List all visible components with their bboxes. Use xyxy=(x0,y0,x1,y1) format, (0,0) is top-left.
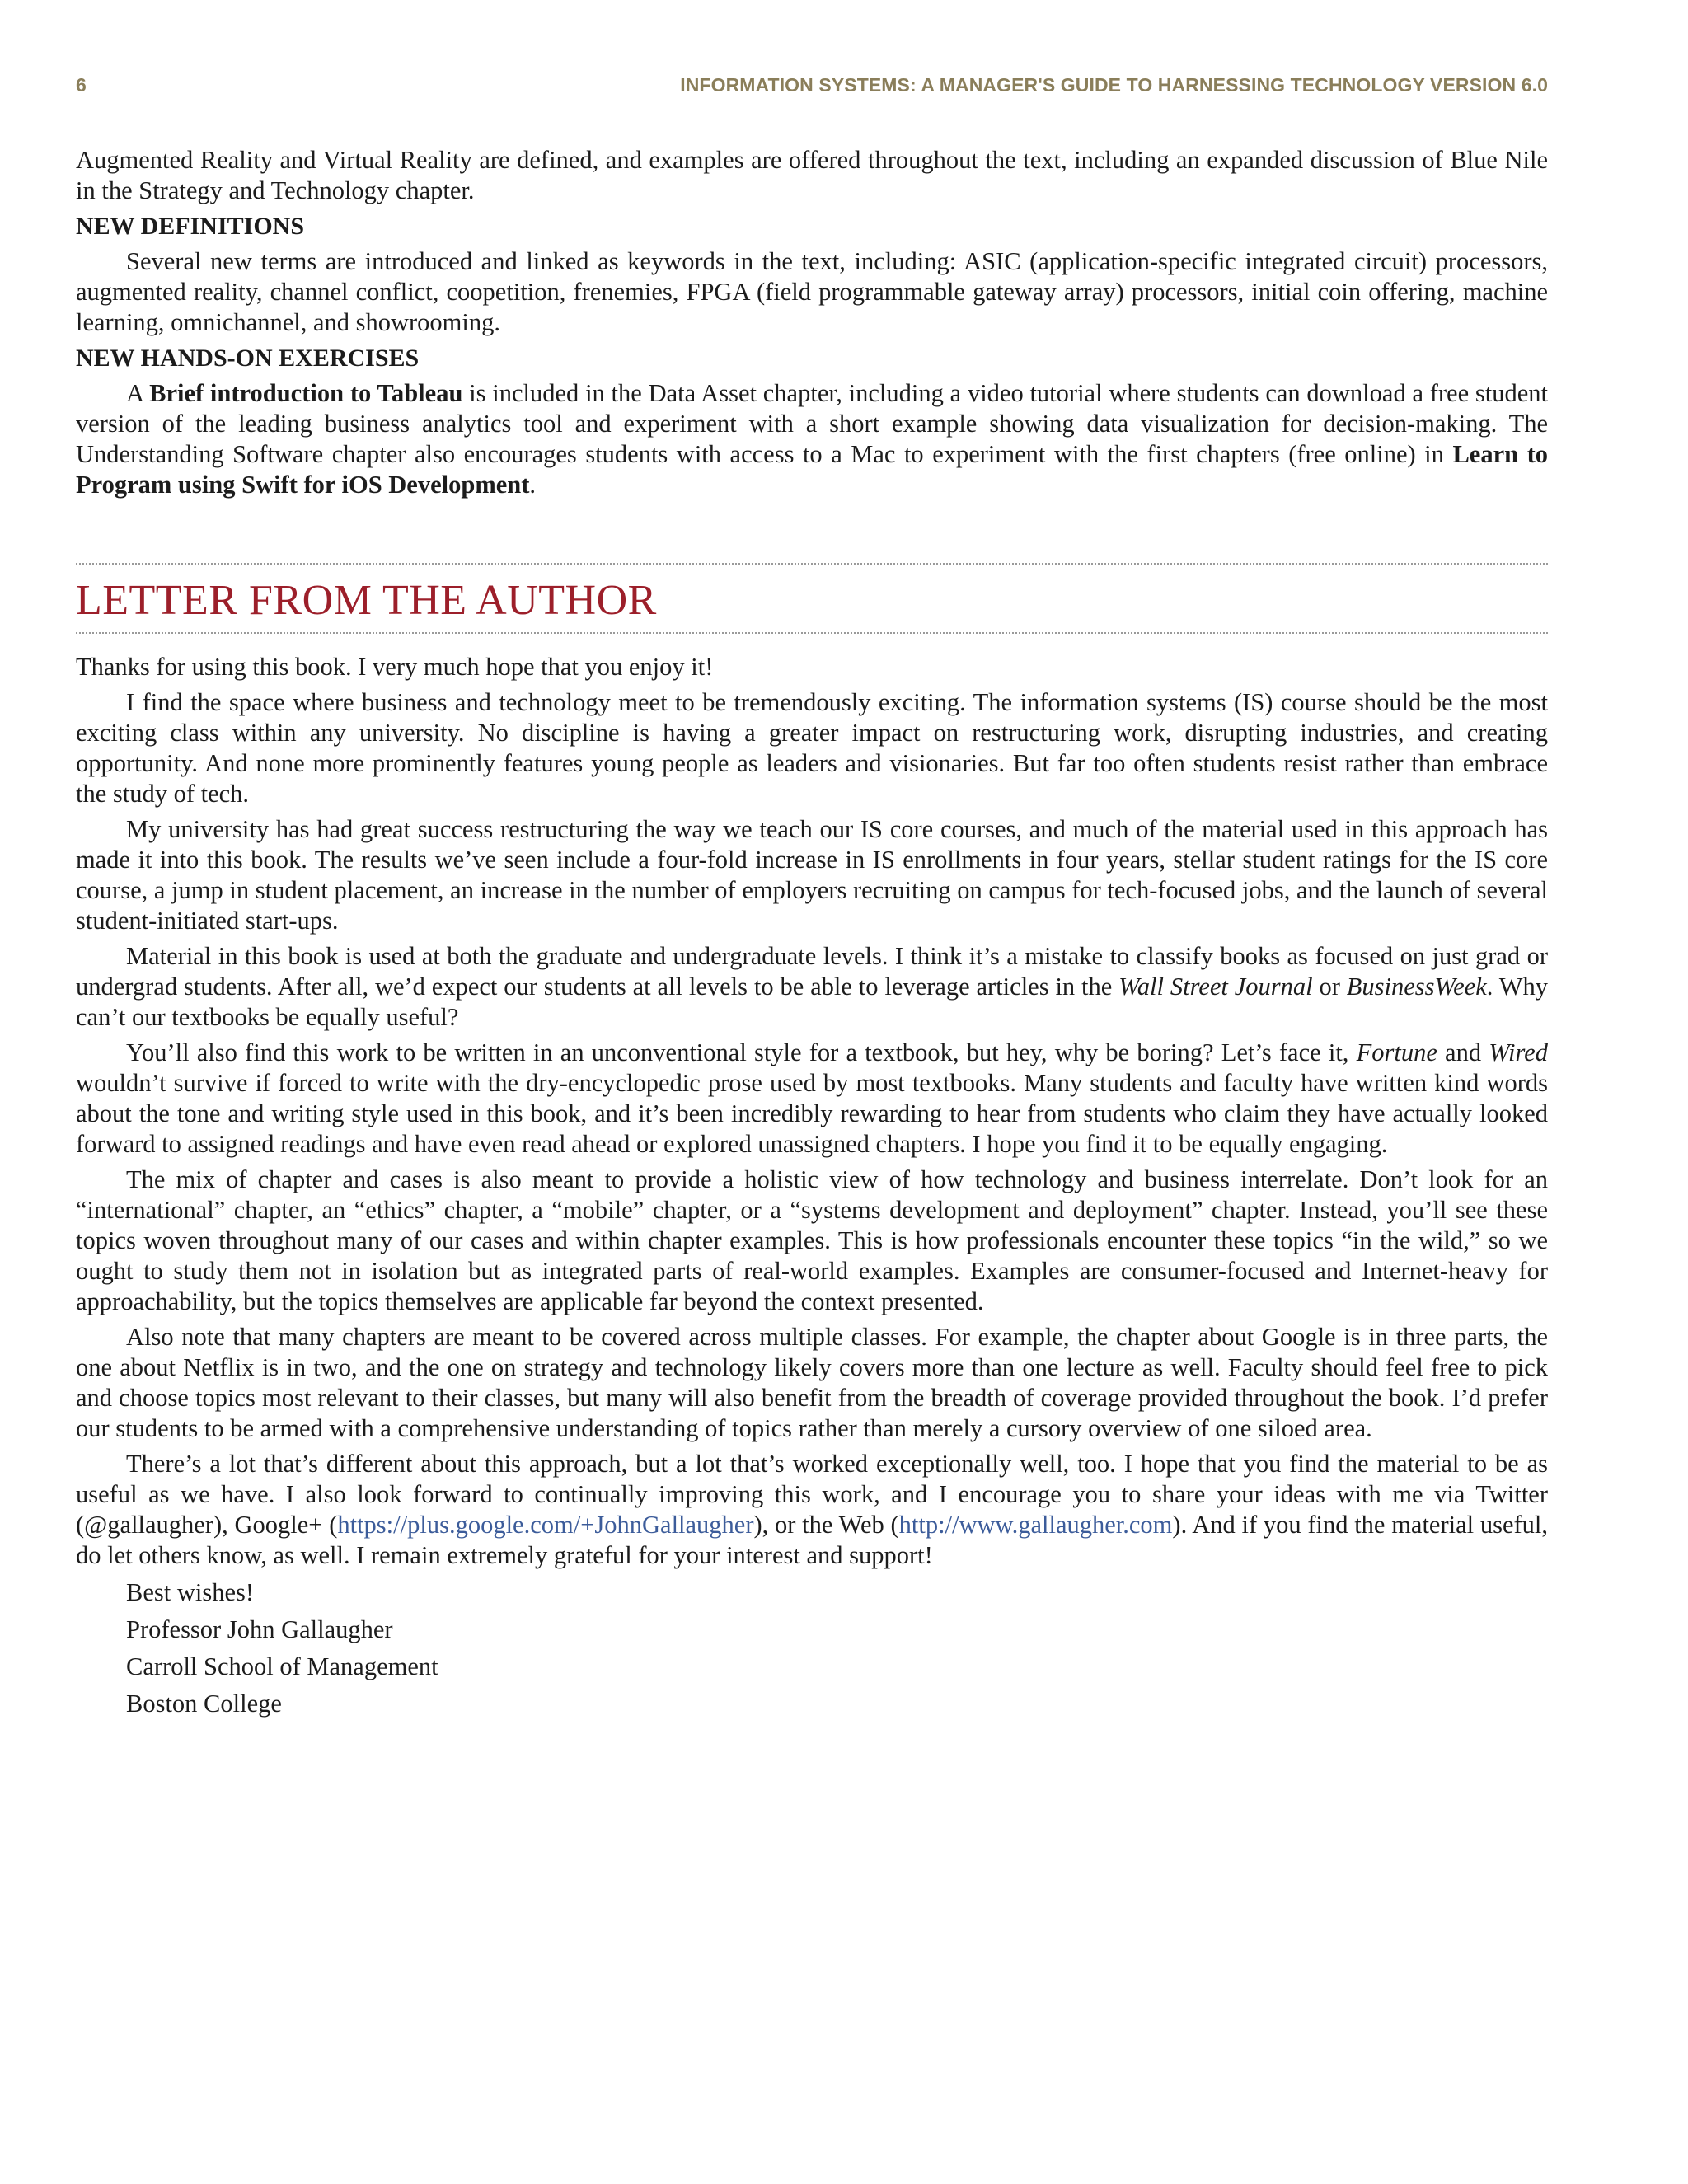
letter-text: or xyxy=(1312,972,1347,1001)
section-title: LETTER FROM THE AUTHOR xyxy=(76,577,657,624)
publication-title: Wall Street Journal xyxy=(1118,972,1313,1001)
letter-paragraph: Also note that many chapters are meant to be covered across multiple classes. For example, the chapter about Google is in three parts, the one about Netflix is in two, and the one on strategy and technology likely covers more than one lecture as well. Faculty should feel free to pick and choose topics most relevant to their classes, but many will also benefit from the breadth of coverage provided throughout the book. I’d prefer our students to be armed with a comprehensive understanding of topics rather than merely a cursory overview of one siloed area. xyxy=(76,1323,1548,1442)
letter-paragraph: I find the space where business and technology meet to be tremendously exciting. The information systems (IS) course should be the most exciting class within any university. No discipline is having a greater impact on restructuring work, disrupting industries, and creating opportunity. And none more prominently features young people as leaders and visionaries. But far too often students resist rather than embrace the study of tech. xyxy=(76,688,1548,808)
publication-title: BusinessWeek xyxy=(1346,972,1487,1001)
letter-text: There’s a lot that’s different about this approach, but a lot that’s worked exceptionally well, too. I hope that you find the material to be as useful as we have. I also look forward to continually improving this work, and I encourage you to share your ideas with me via Twitter (@gallaugher), Google+ ( xyxy=(76,1450,1548,1539)
letter-opening: Thanks for using this book. I very much hope that you enjoy it! xyxy=(76,653,714,681)
new-definitions-heading: NEW DEFINITIONS xyxy=(76,213,305,240)
new-definitions-paragraph: Several new terms are introduced and linked as keywords in the text, including: ASIC (application-specific integrated circuit) processors, augmented reality, channel conflict, coopetition, frenemies, FPGA (field programmable gateway array) processors, initial coin offering, machine learning, omnichannel, and showrooming. xyxy=(76,247,1548,336)
letter-text: and xyxy=(1437,1038,1489,1066)
author-school: Carroll School of Management xyxy=(126,1652,438,1680)
letter-paragraph xyxy=(76,1449,1548,1571)
letter-paragraph xyxy=(76,1038,1548,1160)
letter-text: . Why can’t our textbooks be equally useful? xyxy=(76,972,1548,1031)
hands-on-heading: NEW HANDS-ON EXERCISES xyxy=(76,344,420,372)
letter-text: ), or the Web ( xyxy=(753,1511,899,1539)
section-rule-bottom xyxy=(76,632,1548,634)
tableau-title: Brief introduction to Tableau xyxy=(149,379,463,407)
author-name: Professor John Gallaugher xyxy=(126,1615,393,1643)
signoff: Best wishes! xyxy=(126,1578,255,1606)
page-number: 6 xyxy=(76,74,87,96)
letter-paragraph xyxy=(76,941,1548,1033)
spacer xyxy=(76,500,1548,563)
hands-on-text: is included in the Data Asset chapter, including a video tutorial where students can download a free student version of the leading business analytics tool and experiment with a short example showing data visualization for decision-making. The Understanding Software chapter also encourages students with access to a Mac to experiment with the first chapters (free online) in xyxy=(76,379,1548,468)
letter-paragraph: The mix of chapter and cases is also meant to provide a holistic view of how technology and business interrelate. Don’t look for an “international” chapter, an “ethics” chapter, a “mobile” chapter, or a “systems development and deployment” chapter. Instead, you’ll see these topics woven throughout many of our cases and within chapter examples. This is how professionals encounter these topics “in the wild,” so we ought to study them not in isolation but as integrated parts of real-world examples. Examples are consumer-focused and Internet-heavy for approachability, but the topics themselves are applicable far beyond the context presented. xyxy=(76,1165,1548,1315)
letter-text: Material in this book is used at both the graduate and undergraduate levels. I think it’s a mistake to classify books as focused on just grad or undergrad students. After all, we’d expect our students at all levels to be able to leverage articles in the xyxy=(76,942,1548,1001)
letter-text: ). And if you find the material useful, do let others know, as well. I remain extremely grateful for your interest and support! xyxy=(76,1511,1548,1569)
website-link[interactable]: http://www.gallaugher.com xyxy=(898,1511,1173,1539)
page-content xyxy=(76,145,1548,1722)
running-header xyxy=(76,74,1548,99)
hands-on-text: A xyxy=(126,379,150,407)
swift-title: Learn to Program using Swift for iOS Development xyxy=(76,440,1548,499)
publication-title: Wired xyxy=(1489,1038,1548,1066)
google-plus-link[interactable]: https://plus.google.com/+JohnGallaugher xyxy=(337,1511,754,1539)
letter-paragraph: My university has had great success restructuring the way we teach our IS core courses, and much of the material used in this approach has made it into this book. The results we’ve seen include a four-fold increase in IS enrollments in four years, stellar student ratings for the IS core course, a jump in student placement, an increase in the number of employers recruiting on campus for tech-focused jobs, and the launch of several student-initiated start-ups. xyxy=(76,815,1548,935)
hands-on-paragraph xyxy=(76,378,1548,500)
letter-text: wouldn’t survive if forced to write with the dry-encyclopedic prose used by most textbooks. Many students and faculty have written kind words about the tone and writing style used in this book, and it’s been incredibly rewarding to hear from students who claim they have actually looked forward to assigned readings and have even read ahead or explored unassigned chapters. I hope you find it to be equally engaging. xyxy=(76,1069,1548,1158)
publication-title: Fortune xyxy=(1356,1038,1437,1066)
hands-on-text: . xyxy=(529,471,537,499)
book-title: INFORMATION SYSTEMS: A MANAGER'S GUIDE TO HARNESSING TECHNOLOGY VERSION 6.0 xyxy=(680,74,1548,96)
intro-paragraph: Augmented Reality and Virtual Reality are defined, and examples are offered throughout the text, including an expanded discussion of Blue Nile in the Strategy and Technology chapter. xyxy=(76,146,1548,204)
letter-text: You’ll also find this work to be written in an unconventional style for a textbook, but hey, why be boring? Let’s face it, xyxy=(126,1038,1357,1066)
author-college: Boston College xyxy=(126,1690,282,1718)
